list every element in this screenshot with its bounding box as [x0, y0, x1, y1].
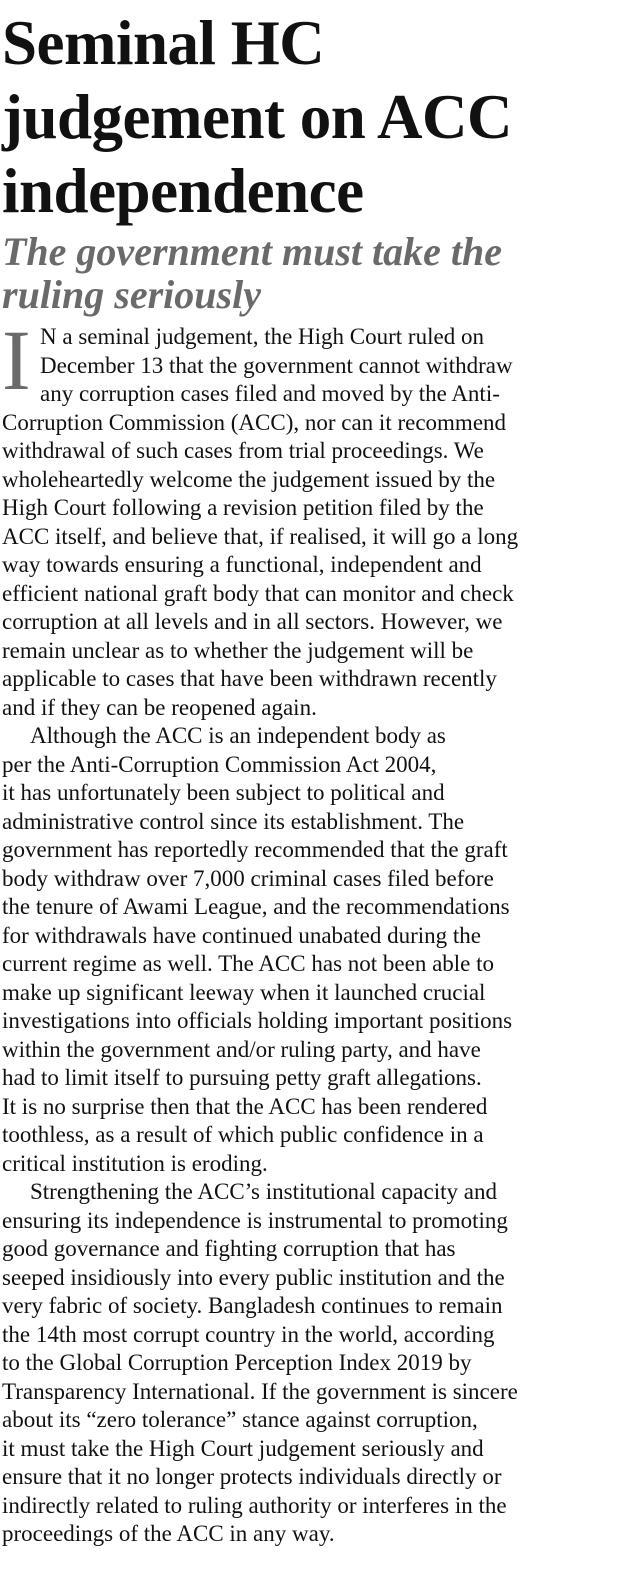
headline-line: judgement on ACC	[2, 82, 513, 152]
paragraph-3	[2, 1178, 625, 1549]
body-line: per the Anti-Corruption Commission Act 2004,	[2, 751, 437, 777]
subheadline-line: ruling seriously	[2, 272, 261, 317]
drop-cap: I	[2, 312, 31, 408]
body-line: proceedings of the ACC in any way.	[2, 1521, 335, 1546]
body-line: Strengthening the ACC’s institutional capacity and	[30, 1179, 497, 1204]
body-line: investigations into officials holding important positions	[2, 1008, 513, 1033]
subheadline-line: The government must take the	[2, 229, 502, 274]
body-line: corruption at all levels and in all sectors. However, we	[2, 609, 503, 634]
body-line: Although the ACC is an independent body as	[30, 723, 446, 748]
body-line: good governance and fighting corruption that has	[2, 1236, 456, 1261]
body-line: toothless, as a result of which public confidence in a	[2, 1122, 484, 1147]
body-line: seeped insidiously into every public institution and the	[2, 1264, 505, 1290]
paragraph-1	[2, 312, 625, 722]
body-line: applicable to cases that have been withdrawn recently	[2, 666, 497, 691]
body-line: remain unclear as to whether the judgement will be	[2, 637, 474, 663]
body-line: any corruption cases filed and moved by the Anti-	[40, 381, 500, 406]
body-line: and if they can be reopened again.	[2, 694, 317, 720]
body-line: the 14th most corrupt country in the world, according	[2, 1321, 495, 1347]
body-line: High Court following a revision petition filed by the	[2, 495, 484, 520]
paragraph-2	[2, 722, 625, 1178]
body-line: very fabric of society. Bangladesh continues to remain	[2, 1293, 503, 1318]
body-line: to the Global Corruption Perception Index 2019 by	[2, 1350, 472, 1375]
body-line: It is no surprise then that the ACC has been rendered	[2, 1093, 488, 1119]
body-line: government has reportedly recommended that the graft	[2, 837, 508, 862]
body-line: make up significant leeway when it launched crucial	[2, 979, 486, 1005]
body-line: ACC itself, and believe that, if realised, it will go a long	[2, 523, 519, 549]
body-line: way towards ensuring a functional, independent and	[2, 552, 482, 577]
body-line: had to limit itself to pursuing petty graft allegations.	[2, 1065, 482, 1090]
article-headline	[2, 0, 625, 228]
body-line: about its “zero tolerance” stance against corruption,	[2, 1407, 478, 1432]
body-line: Transparency International. If the government is sincere	[2, 1378, 518, 1404]
body-line: it has unfortunately been subject to political and	[2, 780, 445, 805]
body-line: within the government and/or ruling party, and have	[2, 1036, 481, 1062]
body-line: indirectly related to ruling authority or interferes in the	[2, 1492, 507, 1518]
body-line: current regime as well. The ACC has not been able to	[2, 951, 495, 976]
body-line: it must take the High Court judgement seriously and	[2, 1435, 484, 1461]
body-line: N a seminal judgement, the High Court ruled on	[40, 324, 484, 349]
body-line: ensuring its independence is instrumental to promoting	[2, 1207, 508, 1233]
body-line: administrative control since its establishment. The	[2, 808, 465, 834]
body-line: critical institution is eroding.	[2, 1150, 268, 1176]
body-line: for withdrawals have continued unabated during the	[2, 922, 482, 948]
body-line: efficient national graft body that can monitor and check	[2, 580, 514, 606]
body-line: Corruption Commission (ACC), nor can it recommend	[2, 409, 507, 435]
body-line: the tenure of Awami League, and the recommendations	[2, 894, 510, 919]
headline-line: Seminal HC	[2, 8, 325, 78]
headline-line: independence	[2, 156, 364, 226]
article-subheadline	[2, 230, 625, 316]
body-line: ensure that it no longer protects individuals directly or	[2, 1464, 502, 1489]
body-line: December 13 that the government cannot withdraw	[40, 352, 513, 378]
body-line: withdrawal of such cases from trial proceedings. We	[2, 438, 484, 463]
article-body	[2, 312, 625, 1549]
body-line: body withdraw over 7,000 criminal cases filed before	[2, 865, 494, 891]
body-line: wholeheartedly welcome the judgement issued by the	[2, 466, 496, 492]
